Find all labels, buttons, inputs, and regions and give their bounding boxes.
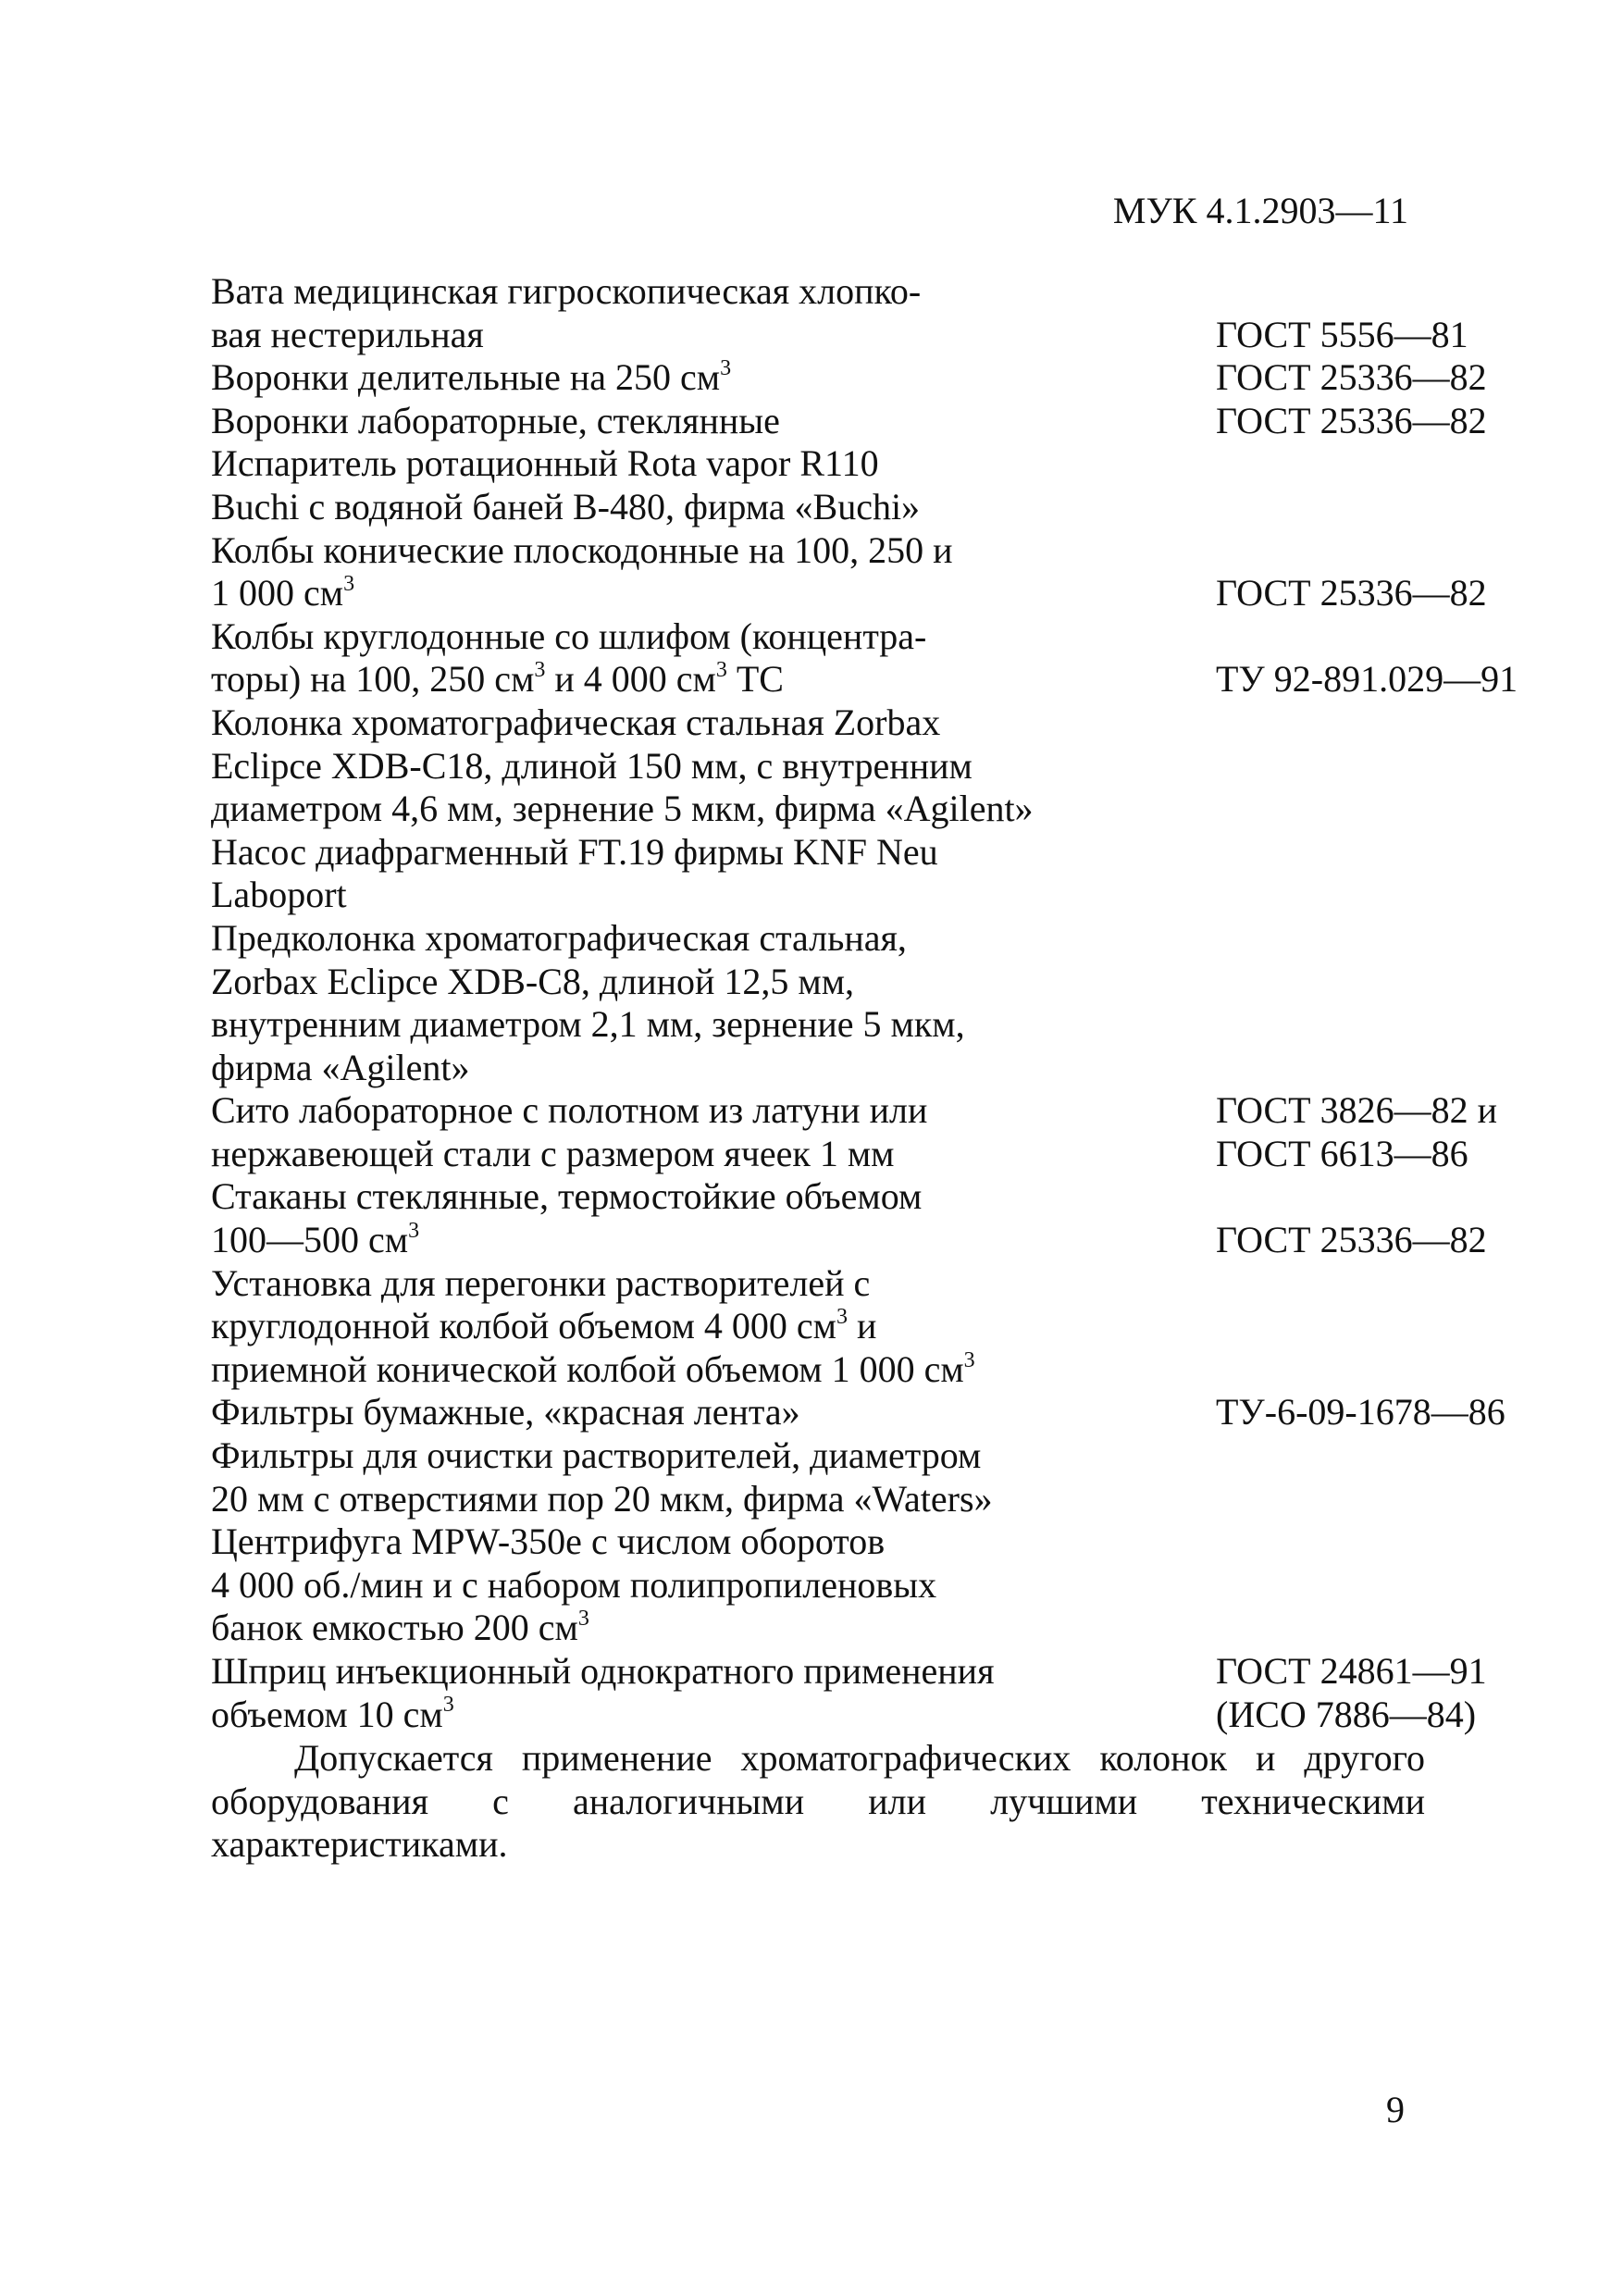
equipment-line <box>211 355 1487 400</box>
equipment-description <box>211 270 1007 314</box>
superscript-exponent: 3 <box>963 1347 975 1372</box>
description-text: 100—500 см <box>211 1219 409 1261</box>
standard-reference: ГОСТ 25336—82 <box>1216 399 1487 441</box>
superscript-exponent: 3 <box>442 1693 454 1718</box>
superscript-exponent: 3 <box>715 658 727 683</box>
equipment-line <box>211 399 1487 443</box>
equipment-description <box>211 572 1007 615</box>
equipment-entry <box>211 442 1414 528</box>
document-code-header: МУК 4.1.2903—11 <box>1112 190 1408 231</box>
description-text: Колбы конические плоскодонные на 100, 250 и <box>211 528 953 571</box>
equipment-description <box>211 615 1007 659</box>
equipment-description <box>211 788 1034 831</box>
equipment-description <box>211 1305 1007 1348</box>
equipment-entry <box>211 614 1518 701</box>
equipment-line <box>211 1520 1414 1564</box>
description-text: нержавеющей стали с размером ячеек 1 мм <box>211 1132 895 1174</box>
superscript-exponent: 3 <box>720 355 732 380</box>
description-text: и 4 000 см <box>545 658 716 701</box>
equipment-description <box>211 356 1007 400</box>
equipment-line <box>211 961 1414 1004</box>
description-text: Laboport <box>211 874 347 916</box>
equipment-description <box>211 486 1007 529</box>
equipment-entry <box>211 1520 1414 1650</box>
standard-reference: ТУ-6-09-1678—86 <box>1216 1391 1505 1433</box>
description-text: Вата медицинская гигроскопическая хлопко- <box>211 270 922 312</box>
equipment-line <box>211 1047 1414 1090</box>
equipment-description <box>211 1089 1007 1133</box>
standard-reference: ГОСТ 25336—82 <box>1216 1219 1487 1261</box>
standard-reference: ГОСТ 3826—82 и <box>1216 1089 1498 1132</box>
equipment-description <box>211 701 1007 745</box>
equipment-line <box>211 1434 1414 1478</box>
equipment-entry <box>211 1391 1505 1434</box>
equipment-entry <box>211 831 1414 917</box>
equipment-line <box>211 1391 1505 1434</box>
equipment-line <box>211 701 1414 745</box>
description-text: торы) на 100, 250 см <box>211 658 535 701</box>
equipment-description <box>211 658 1007 701</box>
superscript-exponent: 3 <box>577 1607 589 1632</box>
equipment-line <box>211 313 1468 357</box>
description-text: Фильтры бумажные, «красная лента» <box>211 1391 800 1433</box>
equipment-description <box>211 400 1007 443</box>
equipment-description <box>211 1219 1007 1262</box>
equipment-entry <box>211 528 1487 615</box>
standard-reference: ГОСТ 25336—82 <box>1216 356 1487 399</box>
equipment-line <box>211 270 1414 314</box>
description-text: Колонка хроматографическая стальная Zorbax <box>211 701 941 743</box>
page-number: 9 <box>1386 2089 1405 2130</box>
equipment-description <box>211 1694 1007 1737</box>
description-text: Испаритель ротационный Rota vapor R110 <box>211 442 879 485</box>
description-text: Buchi с водяной баней B-480, фирма «Buchi» <box>211 485 921 527</box>
equipment-line <box>211 1348 1414 1392</box>
superscript-exponent: 3 <box>408 1218 420 1243</box>
equipment-entry <box>211 270 1468 356</box>
equipment-line <box>211 1218 1487 1262</box>
equipment-line <box>211 1175 1414 1219</box>
description-text: круглодонной колбой объемом 4 000 см <box>211 1305 836 1347</box>
description-text: приемной конической колбой объемом 1 000 см <box>211 1347 964 1390</box>
equipment-description <box>211 1564 1007 1607</box>
equipment-description <box>211 1262 1007 1306</box>
description-text: Центрифуга MPW-350e с числом оборотов <box>211 1520 886 1563</box>
equipment-entry <box>211 701 1414 831</box>
description-text: Шприц инъекционный однократного применения <box>211 1650 995 1692</box>
standard-reference: ГОСТ 25336—82 <box>1216 572 1487 614</box>
equipment-entry <box>211 399 1487 443</box>
equipment-line <box>211 788 1414 831</box>
description-text: 1 000 см <box>211 572 344 614</box>
equipment-description <box>211 1434 1007 1478</box>
description-text: 4 000 об./мин и с набором полипропиленовых <box>211 1563 937 1606</box>
equipment-line <box>211 745 1414 788</box>
equipment-description <box>211 1607 1007 1650</box>
equipment-line <box>211 1693 1477 1737</box>
standard-reference: ГОСТ 6613—86 <box>1216 1132 1468 1174</box>
equipment-line <box>211 1478 1414 1521</box>
description-text: Zorbax Eclipce XDB-C8, длиной 12,5 мм, <box>211 960 855 1002</box>
equipment-list <box>211 270 1518 1736</box>
equipment-description <box>211 1520 1007 1564</box>
description-text: фирма «Agilent» <box>211 1046 470 1088</box>
equipment-line <box>211 917 1414 961</box>
equipment-description <box>211 1391 1007 1434</box>
closing-note: Допускается применение хроматографических колонок и другого оборудования с аналогичными или лучшими техническими характеристиками. <box>211 1737 1425 1866</box>
description-text: банок емкостью 200 см <box>211 1607 578 1649</box>
equipment-description <box>211 442 1007 486</box>
superscript-exponent: 3 <box>343 571 355 596</box>
equipment-line <box>211 1132 1468 1176</box>
equipment-entry <box>211 355 1487 400</box>
equipment-description <box>211 1478 1007 1521</box>
description-text: Колбы круглодонные со шлифом (концентра- <box>211 614 927 657</box>
description-text: и <box>847 1305 877 1347</box>
superscript-exponent: 3 <box>534 658 546 683</box>
equipment-entry <box>211 917 1414 1089</box>
description-text: вая нестерильная <box>211 313 484 355</box>
equipment-line <box>211 831 1414 875</box>
description-text: Воронки делительные на 250 см <box>211 356 721 399</box>
description-text: Eclipce XDB-C18, длиной 150 мм, с внутренним <box>211 744 973 787</box>
equipment-entry <box>211 1650 1487 1736</box>
equipment-description <box>211 1003 1007 1047</box>
description-text: Установка для перегонки растворителей с <box>211 1261 871 1304</box>
description-text: диаметром 4,6 мм, зернение 5 мкм, фирма «Agilent» <box>211 788 1034 830</box>
equipment-entry <box>211 1175 1487 1261</box>
equipment-description <box>211 831 1007 875</box>
equipment-line <box>211 529 1414 573</box>
equipment-line <box>211 1650 1487 1694</box>
equipment-description <box>211 961 1007 1004</box>
description-text: Стаканы стеклянные, термостойкие объемом <box>211 1175 923 1218</box>
description-text: внутренним диаметром 2,1 мм, зернение 5 мкм, <box>211 1003 965 1046</box>
equipment-description <box>211 1650 1007 1694</box>
equipment-entry <box>211 1262 1414 1392</box>
superscript-exponent: 3 <box>836 1304 848 1329</box>
equipment-description <box>211 917 1007 961</box>
equipment-description <box>211 1348 1007 1392</box>
description-text: Насос диафрагменный FT.19 фирмы KNF Neu <box>211 830 938 873</box>
equipment-description <box>211 874 1007 917</box>
equipment-line <box>211 1305 1414 1348</box>
equipment-line <box>211 1262 1414 1306</box>
description-text: Предколонка хроматографическая стальная, <box>211 916 907 959</box>
standard-reference: ГОСТ 24861—91 <box>1216 1650 1487 1692</box>
equipment-description <box>211 1047 1007 1090</box>
equipment-line <box>211 1003 1414 1047</box>
description-text: Сито лабораторное с полотном из латуни или <box>211 1089 928 1132</box>
description-text: Фильтры для очистки растворителей, диаметром <box>211 1434 982 1477</box>
equipment-description <box>211 745 1007 788</box>
equipment-entry <box>211 1434 1414 1520</box>
description-text: 20 мм с отверстиями пор 20 мкм, фирма «Waters» <box>211 1477 993 1520</box>
equipment-line <box>211 442 1414 486</box>
equipment-line <box>211 486 1414 529</box>
description-text: объемом 10 см <box>211 1693 443 1735</box>
equipment-entry <box>211 1089 1498 1175</box>
description-text: ТС <box>726 658 784 701</box>
standard-reference: ГОСТ 5556—81 <box>1216 313 1468 355</box>
standard-reference: ТУ 92-891.029—91 <box>1216 658 1518 701</box>
equipment-line <box>211 1607 1414 1650</box>
equipment-description <box>211 1133 1007 1176</box>
equipment-description <box>211 529 1007 573</box>
equipment-line <box>211 1089 1498 1133</box>
equipment-line <box>211 615 1414 659</box>
standard-reference: (ИСО 7886—84) <box>1216 1693 1477 1735</box>
equipment-line <box>211 1564 1414 1607</box>
equipment-description <box>211 314 1007 357</box>
equipment-description <box>211 1175 1007 1219</box>
equipment-line <box>211 658 1518 701</box>
equipment-line <box>211 874 1414 917</box>
equipment-line <box>211 571 1487 615</box>
description-text: Воронки лабораторные, стеклянные <box>211 399 780 441</box>
